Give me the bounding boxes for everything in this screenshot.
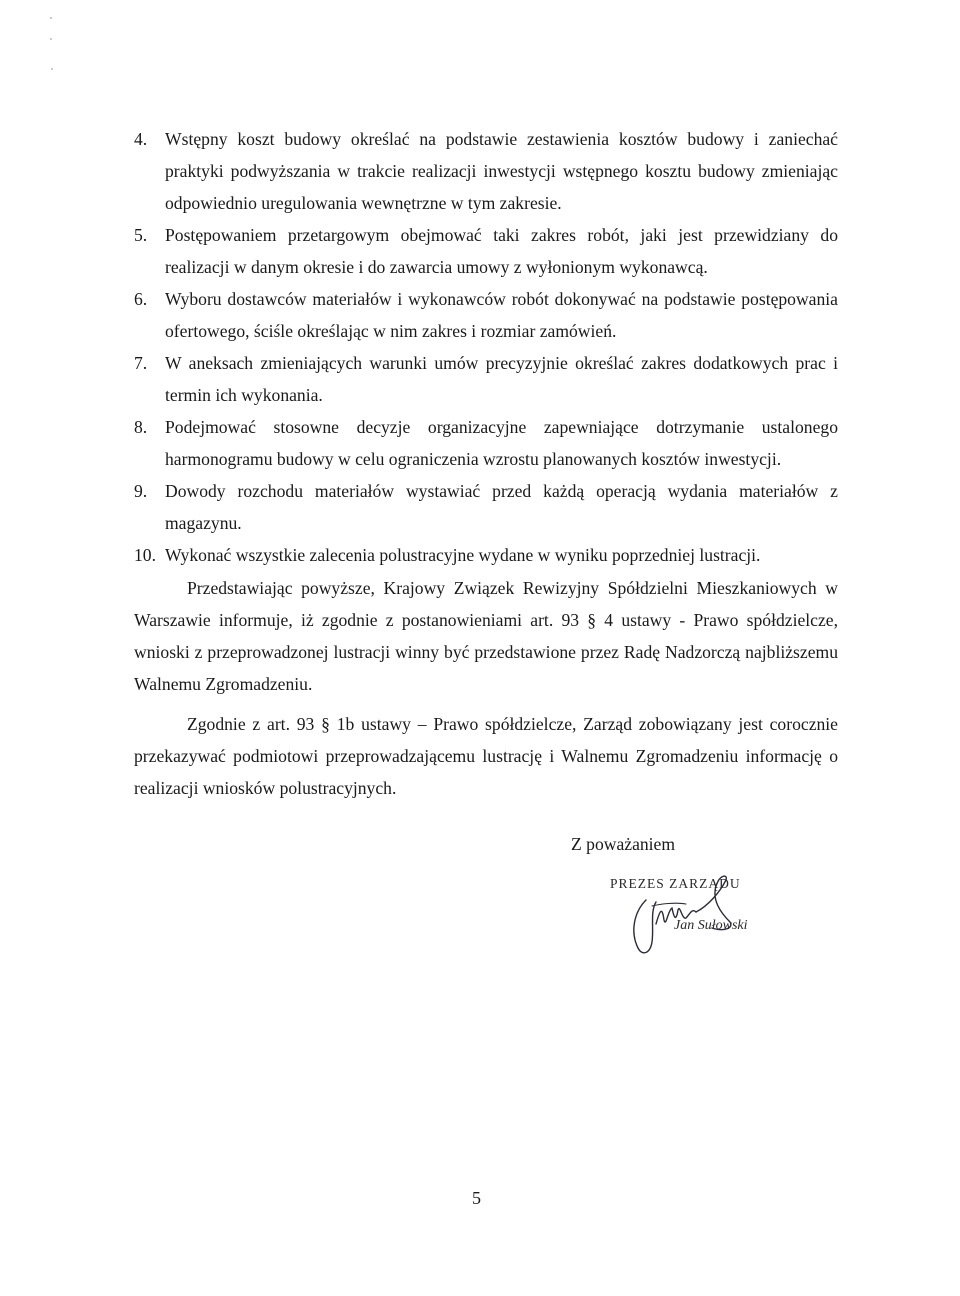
- item-number: 7.: [134, 353, 148, 373]
- page-number: 5: [472, 1188, 481, 1208]
- item-text: Dowody rozchodu materiałów wystawiać przed każdą operacją wydania materiałów z magazynu.: [165, 481, 838, 533]
- list-item: [134, 347, 838, 411]
- item-number: 10.: [134, 545, 156, 565]
- list-item: [134, 123, 838, 219]
- list-item: [134, 219, 838, 283]
- scan-speck: [50, 38, 52, 40]
- item-text: Wstępny koszt budowy określać na podstawie zestawienia kosztów budowy i zaniechać praktyki podwyższania w trakcie realizacji inwestycji wstępnego kosztu budowy zmieniając odpowiednio uregulowania wewnętrzne w tym zakresie.: [165, 129, 838, 213]
- item-number: 5.: [134, 225, 148, 245]
- scan-speck: [50, 17, 52, 19]
- recommendations-list: [134, 123, 838, 571]
- item-number: 9.: [134, 481, 148, 501]
- paragraph-information: Przedstawiając powyższe, Krajowy Związek Rewizyjny Spółdzielni Mieszkaniowych w Warszawie informuje, iż zgodnie z postanowieniami art. 93 § 4 ustawy - Prawo spółdzielcze, wnioski z przeprowadzonej lustracji winny być przedstawione przez Radę Nadzorczą najbliższemu Walnemu Zgromadzeniu.: [134, 578, 838, 694]
- list-item: [134, 411, 838, 475]
- item-number: 6.: [134, 289, 148, 309]
- item-text: Wyboru dostawców materiałów i wykonawców robót dokonywać na podstawie postępowania ofertowego, ściśle określając w nim zakres i rozmiar zamówień.: [165, 289, 838, 341]
- item-text: Postępowaniem przetargowym obejmować taki zakres robót, jaki jest przewidziany do realizacji w danym okresie i do zawarcia umowy z wyłonionym wykonawcą.: [165, 225, 838, 277]
- paragraph-obligation: Zgodnie z art. 93 § 1b ustawy – Prawo spółdzielcze, Zarząd zobowiązany jest corocznie przekazywać podmiotowi przeprowadzającemu lustrację i Walnemu Zgromadzeniu informację o realizacji wniosków polustracyjnych.: [134, 714, 838, 798]
- item-number: 4.: [134, 129, 148, 149]
- item-text: W aneksach zmieniających warunki umów precyzyjnie określać zakres dodatkowych prac i termin ich wykonania.: [165, 353, 838, 405]
- closing-salutation: Z poważaniem: [571, 834, 676, 854]
- scan-speck: [51, 68, 53, 70]
- item-number: 8.: [134, 417, 148, 437]
- list-item: [134, 475, 838, 539]
- item-text: Podejmować stosowne decyzje organizacyjne zapewniające dotrzymanie ustalonego harmonogramu budowy w celu ograniczenia wzrostu planowanych kosztów inwestycji.: [165, 417, 838, 469]
- handwritten-signature: [616, 862, 746, 962]
- list-item: [134, 283, 838, 347]
- item-text: Wykonać wszystkie zalecenia polustracyjne wydane w wyniku poprzedniej lustracji.: [165, 545, 761, 565]
- stamp-name: Jan Sułowski: [674, 918, 748, 933]
- body-paragraphs: [134, 572, 838, 812]
- stamp-title: PREZES ZARZĄDU: [610, 876, 741, 891]
- list-item: [134, 539, 838, 571]
